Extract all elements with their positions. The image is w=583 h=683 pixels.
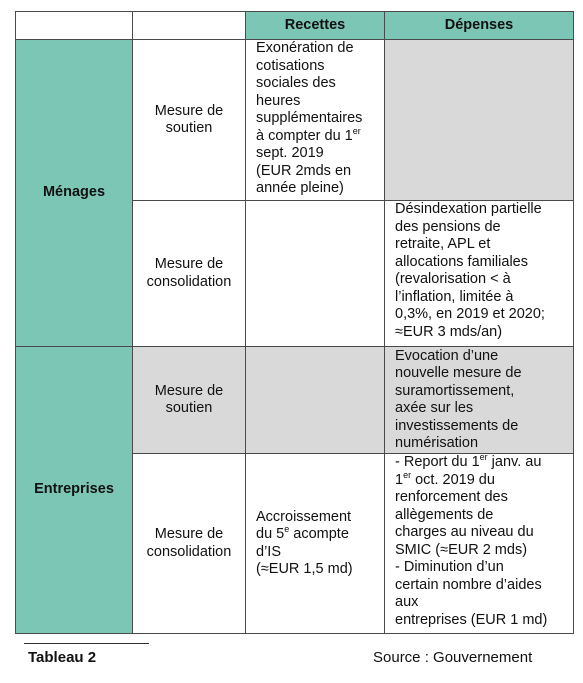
- text-segment: retraite, APL et: [395, 236, 491, 252]
- text-segment: entreprises (EUR 1 md): [395, 611, 548, 628]
- cell-text-line: [395, 383, 569, 401]
- cell-text-line: [256, 145, 380, 163]
- cell-text-line: [256, 561, 380, 579]
- blank-header-cell: [133, 12, 246, 40]
- measure-line: soutien: [165, 120, 213, 136]
- text-segment: 0,3%, en 2019 et 2020;: [395, 306, 545, 322]
- measure-cell: [133, 454, 246, 634]
- measure-line: soutien: [165, 400, 213, 416]
- text-segment: renforcement des: [395, 489, 508, 505]
- cell-text-line: [256, 75, 380, 93]
- superscript: e: [284, 524, 290, 534]
- text-segment: ≈EUR 3 mds/an): [395, 323, 503, 340]
- text-segment: acompte: [289, 526, 349, 542]
- text-segment: (revalorisation < à: [395, 271, 511, 287]
- text-segment: du 5: [256, 526, 285, 542]
- row-group-entreprises: Entreprises: [16, 347, 133, 634]
- cell-text-line: [395, 435, 569, 453]
- text-segment: Evocation d’une: [395, 347, 499, 364]
- measure-line: consolidation: [146, 273, 232, 290]
- text-segment: supplémentaires: [256, 110, 363, 126]
- text-segment: à compter du 1: [256, 127, 353, 144]
- cell-text-line: [395, 324, 569, 342]
- cell-text-line: [256, 526, 380, 544]
- corner-cell: [16, 12, 133, 40]
- depenses-cell: [385, 454, 574, 634]
- cell-text-line: [395, 254, 569, 272]
- text-segment: 1: [395, 471, 404, 488]
- text-segment: heures: [256, 92, 301, 109]
- cell-text-line: [395, 594, 569, 612]
- measure-line: Mesure de: [154, 256, 224, 272]
- cell-text-line: [395, 271, 569, 289]
- text-segment: numérisation: [395, 435, 479, 451]
- cell-text-line: [256, 544, 380, 562]
- cell-text-line: [256, 58, 380, 76]
- measure-line: Mesure de: [154, 102, 224, 119]
- cell-text-line: [395, 289, 569, 307]
- text-segment: axée sur les: [395, 400, 474, 416]
- text-segment: année pleine): [256, 180, 344, 196]
- measure-line: consolidation: [146, 543, 232, 560]
- text-segment: sociales des: [256, 75, 336, 91]
- measure-cell: [133, 347, 246, 454]
- measure-line: Mesure de: [154, 382, 224, 399]
- cell-text-line: [395, 219, 569, 237]
- cell-text-line: [256, 110, 380, 128]
- cell-text-line: [395, 507, 569, 525]
- text-segment: aux: [395, 594, 419, 610]
- cell-text-line: [395, 559, 569, 577]
- text-segment: Accroissement: [256, 508, 352, 525]
- cell-text-line: [395, 542, 569, 560]
- cell-text-line: [256, 509, 380, 527]
- recettes-cell: [246, 454, 385, 634]
- cell-text-line: [395, 365, 569, 383]
- superscript: er: [403, 469, 412, 480]
- text-segment: (EUR 2mds en: [256, 162, 352, 179]
- measure-line: Mesure de: [154, 526, 224, 542]
- table-caption: Tableau 2: [28, 649, 97, 666]
- text-segment: - Diminution d’un: [395, 559, 504, 575]
- source-note: Source : Gouvernement: [373, 649, 533, 666]
- depenses-cell: [385, 347, 574, 454]
- cell-text-line: [395, 489, 569, 507]
- depenses-cell: [385, 40, 574, 201]
- cell-text-line: [395, 612, 569, 630]
- superscript: er: [479, 452, 488, 462]
- text-segment: allègements de: [395, 506, 494, 523]
- cell-text-line: [256, 40, 380, 58]
- cell-text-line: [256, 93, 380, 111]
- measure-cell: [133, 40, 246, 201]
- cell-text-line: [256, 125, 380, 146]
- cell-text-line: [256, 163, 380, 181]
- cell-text-line: [395, 418, 569, 436]
- text-segment: Exonération de: [256, 40, 354, 56]
- text-segment: sept. 2019: [256, 145, 324, 161]
- text-segment: oct. 2019 du: [411, 471, 495, 488]
- text-segment: des pensions de: [395, 218, 501, 235]
- header-depenses: Dépenses: [385, 12, 574, 40]
- text-segment: (≈EUR 1,5 md): [256, 561, 353, 577]
- budget-measures-table: [15, 11, 574, 634]
- cell-text-line: [256, 180, 380, 198]
- footer-rule: [24, 643, 149, 644]
- header-recettes: Recettes: [246, 12, 385, 40]
- cell-text-line: [395, 348, 569, 366]
- cell-text-line: [395, 201, 569, 219]
- recettes-cell: [246, 347, 385, 454]
- text-segment: charges au niveau du: [395, 524, 534, 540]
- cell-text-line: [395, 577, 569, 595]
- cell-text-line: [395, 306, 569, 324]
- cell-text-line: [395, 469, 569, 490]
- recettes-cell: [246, 201, 385, 347]
- text-segment: suramortissement,: [395, 382, 515, 399]
- text-segment: cotisations: [256, 57, 325, 74]
- text-segment: SMIC (≈EUR 2 mds): [395, 541, 528, 558]
- depenses-cell: [385, 201, 574, 347]
- cell-text-line: [395, 524, 569, 542]
- cell-text-line: [395, 236, 569, 254]
- row-group-menages: Ménages: [16, 40, 133, 347]
- superscript: er: [352, 125, 361, 136]
- text-segment: - Report du 1: [395, 454, 480, 470]
- measure-cell: [133, 201, 246, 347]
- text-segment: allocations familiales: [395, 253, 528, 270]
- cell-text-line: [395, 400, 569, 418]
- text-segment: certain nombre d’aides: [395, 576, 542, 593]
- recettes-cell: [246, 40, 385, 201]
- text-segment: d’IS: [256, 543, 281, 560]
- text-segment: investissements de: [395, 417, 519, 434]
- text-segment: nouvelle mesure de: [395, 365, 522, 381]
- text-segment: l’inflation, limitée à: [395, 288, 514, 305]
- text-segment: janv. au: [487, 454, 542, 470]
- cell-text-line: [395, 454, 569, 472]
- text-segment: Désindexation partielle: [395, 201, 542, 217]
